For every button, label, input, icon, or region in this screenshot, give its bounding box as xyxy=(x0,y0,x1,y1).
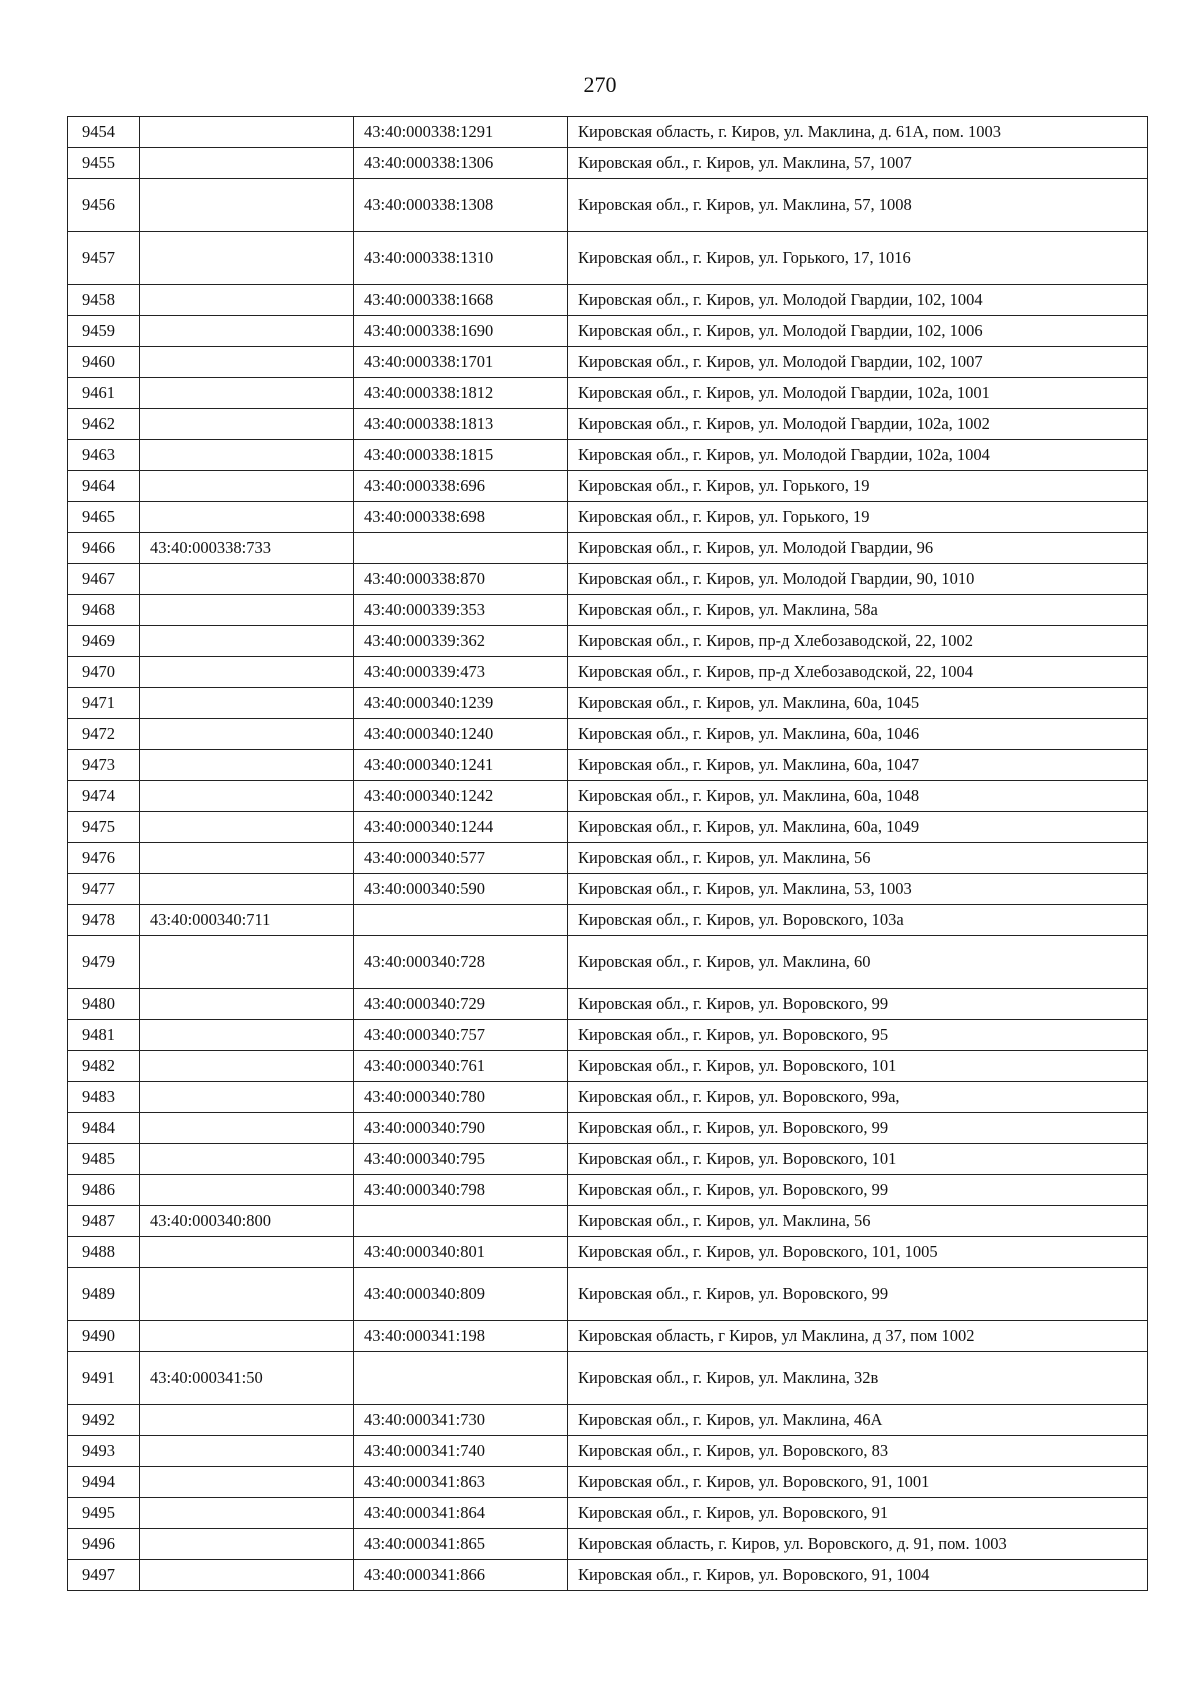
address-cell: Кировская обл., г. Киров, ул. Воровского, 101 xyxy=(568,1144,1148,1175)
table-row xyxy=(68,502,1148,533)
row-number-cell: 9463 xyxy=(68,440,140,471)
object-cadastral-number-cell: 43:40:000340:1240 xyxy=(354,719,568,750)
address-cell: Кировская обл., г. Киров, пр-д Хлебозаводской, 22, 1004 xyxy=(568,657,1148,688)
address-cell: Кировская обл., г. Киров, ул. Воровского, 99 xyxy=(568,1268,1148,1321)
address-cell: Кировская обл., г. Киров, ул. Маклина, 60а, 1046 xyxy=(568,719,1148,750)
table-row xyxy=(68,688,1148,719)
land-cadastral-number-cell xyxy=(140,1144,354,1175)
land-cadastral-number-cell xyxy=(140,378,354,409)
land-cadastral-number-cell xyxy=(140,117,354,148)
land-cadastral-number-cell xyxy=(140,719,354,750)
row-number-cell: 9489 xyxy=(68,1268,140,1321)
object-cadastral-number-cell: 43:40:000340:1239 xyxy=(354,688,568,719)
object-cadastral-number-cell: 43:40:000340:1242 xyxy=(354,781,568,812)
object-cadastral-number-cell: 43:40:000338:1291 xyxy=(354,117,568,148)
address-cell: Кировская обл., г. Киров, ул. Воровского, 101 xyxy=(568,1051,1148,1082)
land-cadastral-number-cell: 43:40:000340:711 xyxy=(140,905,354,936)
table-row xyxy=(68,232,1148,285)
table-row xyxy=(68,316,1148,347)
row-number-cell: 9475 xyxy=(68,812,140,843)
land-cadastral-number-cell xyxy=(140,595,354,626)
row-number-cell: 9456 xyxy=(68,179,140,232)
row-number-cell: 9457 xyxy=(68,232,140,285)
property-table-body xyxy=(68,117,1148,1591)
land-cadastral-number-cell xyxy=(140,347,354,378)
row-number-cell: 9490 xyxy=(68,1321,140,1352)
object-cadastral-number-cell: 43:40:000341:863 xyxy=(354,1467,568,1498)
table-row xyxy=(68,1144,1148,1175)
object-cadastral-number-cell: 43:40:000340:795 xyxy=(354,1144,568,1175)
land-cadastral-number-cell xyxy=(140,232,354,285)
row-number-cell: 9473 xyxy=(68,750,140,781)
row-number-cell: 9479 xyxy=(68,936,140,989)
table-row xyxy=(68,117,1148,148)
row-number-cell: 9469 xyxy=(68,626,140,657)
table-row xyxy=(68,533,1148,564)
row-number-cell: 9495 xyxy=(68,1498,140,1529)
object-cadastral-number-cell xyxy=(354,905,568,936)
row-number-cell: 9477 xyxy=(68,874,140,905)
land-cadastral-number-cell xyxy=(140,1467,354,1498)
address-cell: Кировская обл., г. Киров, ул. Маклина, 60а, 1045 xyxy=(568,688,1148,719)
table-row xyxy=(68,1467,1148,1498)
land-cadastral-number-cell xyxy=(140,285,354,316)
object-cadastral-number-cell: 43:40:000338:1812 xyxy=(354,378,568,409)
table-row xyxy=(68,812,1148,843)
address-cell: Кировская обл., г. Киров, ул. Воровского, 91, 1004 xyxy=(568,1560,1148,1591)
land-cadastral-number-cell xyxy=(140,657,354,688)
row-number-cell: 9497 xyxy=(68,1560,140,1591)
address-cell: Кировская обл., г. Киров, ул. Маклина, 56 xyxy=(568,843,1148,874)
table-row xyxy=(68,1206,1148,1237)
object-cadastral-number-cell: 43:40:000341:198 xyxy=(354,1321,568,1352)
object-cadastral-number-cell: 43:40:000339:473 xyxy=(354,657,568,688)
table-row xyxy=(68,409,1148,440)
address-cell: Кировская обл., г. Киров, ул. Воровского, 99 xyxy=(568,1113,1148,1144)
land-cadastral-number-cell xyxy=(140,316,354,347)
address-cell: Кировская обл., г. Киров, ул. Воровского, 91 xyxy=(568,1498,1148,1529)
land-cadastral-number-cell xyxy=(140,1405,354,1436)
object-cadastral-number-cell: 43:40:000338:870 xyxy=(354,564,568,595)
address-cell: Кировская обл., г. Киров, ул. Маклина, 60а, 1047 xyxy=(568,750,1148,781)
address-cell: Кировская обл., г. Киров, ул. Маклина, 60 xyxy=(568,936,1148,989)
object-cadastral-number-cell: 43:40:000340:1241 xyxy=(354,750,568,781)
land-cadastral-number-cell xyxy=(140,1113,354,1144)
object-cadastral-number-cell: 43:40:000338:1308 xyxy=(354,179,568,232)
object-cadastral-number-cell: 43:40:000338:696 xyxy=(354,471,568,502)
land-cadastral-number-cell xyxy=(140,812,354,843)
row-number-cell: 9464 xyxy=(68,471,140,502)
table-row xyxy=(68,1175,1148,1206)
table-row xyxy=(68,1498,1148,1529)
land-cadastral-number-cell xyxy=(140,148,354,179)
row-number-cell: 9462 xyxy=(68,409,140,440)
address-cell: Кировская обл., г. Киров, пр-д Хлебозаводской, 22, 1002 xyxy=(568,626,1148,657)
object-cadastral-number-cell: 43:40:000338:1813 xyxy=(354,409,568,440)
land-cadastral-number-cell xyxy=(140,989,354,1020)
table-row xyxy=(68,148,1148,179)
table-row xyxy=(68,1352,1148,1405)
address-cell: Кировская обл., г. Киров, ул. Воровского, 83 xyxy=(568,1436,1148,1467)
table-row xyxy=(68,1020,1148,1051)
object-cadastral-number-cell: 43:40:000338:1815 xyxy=(354,440,568,471)
address-cell: Кировская обл., г. Киров, ул. Маклина, 32в xyxy=(568,1352,1148,1405)
table-row xyxy=(68,657,1148,688)
land-cadastral-number-cell xyxy=(140,409,354,440)
land-cadastral-number-cell xyxy=(140,1020,354,1051)
object-cadastral-number-cell: 43:40:000339:362 xyxy=(354,626,568,657)
address-cell: Кировская обл., г. Киров, ул. Маклина, 60а, 1048 xyxy=(568,781,1148,812)
object-cadastral-number-cell: 43:40:000340:729 xyxy=(354,989,568,1020)
object-cadastral-number-cell: 43:40:000340:577 xyxy=(354,843,568,874)
land-cadastral-number-cell xyxy=(140,1436,354,1467)
row-number-cell: 9483 xyxy=(68,1082,140,1113)
land-cadastral-number-cell xyxy=(140,1321,354,1352)
address-cell: Кировская обл., г. Киров, ул. Молодой Гвардии, 102, 1004 xyxy=(568,285,1148,316)
object-cadastral-number-cell: 43:40:000338:1306 xyxy=(354,148,568,179)
address-cell: Кировская обл., г. Киров, ул. Горького, 19 xyxy=(568,471,1148,502)
object-cadastral-number-cell xyxy=(354,533,568,564)
table-row xyxy=(68,1560,1148,1591)
land-cadastral-number-cell xyxy=(140,936,354,989)
address-cell: Кировская обл., г. Киров, ул. Воровского, 91, 1001 xyxy=(568,1467,1148,1498)
table-row xyxy=(68,1268,1148,1321)
table-row xyxy=(68,1405,1148,1436)
land-cadastral-number-cell xyxy=(140,179,354,232)
table-row xyxy=(68,1113,1148,1144)
object-cadastral-number-cell: 43:40:000338:1668 xyxy=(354,285,568,316)
land-cadastral-number-cell xyxy=(140,1560,354,1591)
page-number: 270 xyxy=(583,72,617,97)
object-cadastral-number-cell: 43:40:000341:730 xyxy=(354,1405,568,1436)
object-cadastral-number-cell: 43:40:000338:698 xyxy=(354,502,568,533)
row-number-cell: 9461 xyxy=(68,378,140,409)
row-number-cell: 9455 xyxy=(68,148,140,179)
table-row xyxy=(68,1529,1148,1560)
address-cell: Кировская обл., г. Киров, ул. Маклина, 56 xyxy=(568,1206,1148,1237)
table-row xyxy=(68,471,1148,502)
table-row xyxy=(68,440,1148,471)
address-cell: Кировская область, г Киров, ул Маклина, д 37, пом 1002 xyxy=(568,1321,1148,1352)
object-cadastral-number-cell: 43:40:000338:1690 xyxy=(354,316,568,347)
table-row xyxy=(68,843,1148,874)
land-cadastral-number-cell xyxy=(140,874,354,905)
row-number-cell: 9496 xyxy=(68,1529,140,1560)
land-cadastral-number-cell xyxy=(140,502,354,533)
table-row xyxy=(68,1321,1148,1352)
object-cadastral-number-cell: 43:40:000341:740 xyxy=(354,1436,568,1467)
row-number-cell: 9467 xyxy=(68,564,140,595)
row-number-cell: 9468 xyxy=(68,595,140,626)
address-cell: Кировская обл., г. Киров, ул. Маклина, 53, 1003 xyxy=(568,874,1148,905)
address-cell: Кировская обл., г. Киров, ул. Маклина, 57, 1008 xyxy=(568,179,1148,232)
land-cadastral-number-cell xyxy=(140,564,354,595)
table-row xyxy=(68,378,1148,409)
object-cadastral-number-cell xyxy=(354,1206,568,1237)
object-cadastral-number-cell: 43:40:000340:590 xyxy=(354,874,568,905)
row-number-cell: 9485 xyxy=(68,1144,140,1175)
row-number-cell: 9459 xyxy=(68,316,140,347)
row-number-cell: 9472 xyxy=(68,719,140,750)
table-row xyxy=(68,595,1148,626)
row-number-cell: 9454 xyxy=(68,117,140,148)
table-row xyxy=(68,347,1148,378)
row-number-cell: 9471 xyxy=(68,688,140,719)
address-cell: Кировская обл., г. Киров, ул. Воровского, 99 xyxy=(568,1175,1148,1206)
row-number-cell: 9491 xyxy=(68,1352,140,1405)
object-cadastral-number-cell: 43:40:000340:728 xyxy=(354,936,568,989)
table-row xyxy=(68,1051,1148,1082)
row-number-cell: 9482 xyxy=(68,1051,140,1082)
address-cell: Кировская обл., г. Киров, ул. Воровского, 99а, xyxy=(568,1082,1148,1113)
table-row xyxy=(68,179,1148,232)
address-cell: Кировская обл., г. Киров, ул. Маклина, 58а xyxy=(568,595,1148,626)
land-cadastral-number-cell xyxy=(140,626,354,657)
table-row xyxy=(68,1436,1148,1467)
land-cadastral-number-cell: 43:40:000338:733 xyxy=(140,533,354,564)
land-cadastral-number-cell: 43:40:000340:800 xyxy=(140,1206,354,1237)
object-cadastral-number-cell: 43:40:000341:866 xyxy=(354,1560,568,1591)
row-number-cell: 9474 xyxy=(68,781,140,812)
land-cadastral-number-cell xyxy=(140,843,354,874)
row-number-cell: 9460 xyxy=(68,347,140,378)
row-number-cell: 9488 xyxy=(68,1237,140,1268)
row-number-cell: 9484 xyxy=(68,1113,140,1144)
land-cadastral-number-cell xyxy=(140,440,354,471)
address-cell: Кировская обл., г. Киров, ул. Воровского, 103а xyxy=(568,905,1148,936)
table-row xyxy=(68,719,1148,750)
land-cadastral-number-cell: 43:40:000341:50 xyxy=(140,1352,354,1405)
land-cadastral-number-cell xyxy=(140,1529,354,1560)
land-cadastral-number-cell xyxy=(140,471,354,502)
address-cell: Кировская обл., г. Киров, ул. Маклина, 46А xyxy=(568,1405,1148,1436)
object-cadastral-number-cell: 43:40:000340:809 xyxy=(354,1268,568,1321)
address-cell: Кировская обл., г. Киров, ул. Молодой Гвардии, 96 xyxy=(568,533,1148,564)
object-cadastral-number-cell xyxy=(354,1352,568,1405)
address-cell: Кировская обл., г. Киров, ул. Воровского, 99 xyxy=(568,989,1148,1020)
table-row xyxy=(68,285,1148,316)
table-row xyxy=(68,874,1148,905)
table-row xyxy=(68,905,1148,936)
address-cell: Кировская обл., г. Киров, ул. Маклина, 57, 1007 xyxy=(568,148,1148,179)
land-cadastral-number-cell xyxy=(140,1082,354,1113)
row-number-cell: 9480 xyxy=(68,989,140,1020)
land-cadastral-number-cell xyxy=(140,1237,354,1268)
address-cell: Кировская обл., г. Киров, ул. Маклина, 60а, 1049 xyxy=(568,812,1148,843)
address-cell: Кировская обл., г. Киров, ул. Молодой Гвардии, 102, 1007 xyxy=(568,347,1148,378)
land-cadastral-number-cell xyxy=(140,688,354,719)
row-number-cell: 9492 xyxy=(68,1405,140,1436)
table-row xyxy=(68,1082,1148,1113)
address-cell: Кировская обл., г. Киров, ул. Горького, 19 xyxy=(568,502,1148,533)
object-cadastral-number-cell: 43:40:000338:1310 xyxy=(354,232,568,285)
address-cell: Кировская обл., г. Киров, ул. Молодой Гвардии, 90, 1010 xyxy=(568,564,1148,595)
address-cell: Кировская обл., г. Киров, ул. Горького, 17, 1016 xyxy=(568,232,1148,285)
object-cadastral-number-cell: 43:40:000340:798 xyxy=(354,1175,568,1206)
land-cadastral-number-cell xyxy=(140,1268,354,1321)
row-number-cell: 9486 xyxy=(68,1175,140,1206)
object-cadastral-number-cell: 43:40:000340:1244 xyxy=(354,812,568,843)
row-number-cell: 9470 xyxy=(68,657,140,688)
row-number-cell: 9478 xyxy=(68,905,140,936)
object-cadastral-number-cell: 43:40:000340:790 xyxy=(354,1113,568,1144)
table-row xyxy=(68,626,1148,657)
object-cadastral-number-cell: 43:40:000340:757 xyxy=(354,1020,568,1051)
row-number-cell: 9493 xyxy=(68,1436,140,1467)
table-row xyxy=(68,989,1148,1020)
address-cell: Кировская обл., г. Киров, ул. Молодой Гвардии, 102а, 1004 xyxy=(568,440,1148,471)
land-cadastral-number-cell xyxy=(140,781,354,812)
row-number-cell: 9476 xyxy=(68,843,140,874)
object-cadastral-number-cell: 43:40:000340:761 xyxy=(354,1051,568,1082)
address-cell: Кировская область, г. Киров, ул. Маклина, д. 61А, пом. 1003 xyxy=(568,117,1148,148)
row-number-cell: 9481 xyxy=(68,1020,140,1051)
row-number-cell: 9465 xyxy=(68,502,140,533)
object-cadastral-number-cell: 43:40:000341:864 xyxy=(354,1498,568,1529)
table-row xyxy=(68,564,1148,595)
row-number-cell: 9466 xyxy=(68,533,140,564)
object-cadastral-number-cell: 43:40:000339:353 xyxy=(354,595,568,626)
land-cadastral-number-cell xyxy=(140,1051,354,1082)
address-cell: Кировская обл., г. Киров, ул. Воровского, 95 xyxy=(568,1020,1148,1051)
object-cadastral-number-cell: 43:40:000340:780 xyxy=(354,1082,568,1113)
land-cadastral-number-cell xyxy=(140,1498,354,1529)
address-cell: Кировская обл., г. Киров, ул. Воровского, 101, 1005 xyxy=(568,1237,1148,1268)
address-cell: Кировская обл., г. Киров, ул. Молодой Гвардии, 102, 1006 xyxy=(568,316,1148,347)
object-cadastral-number-cell: 43:40:000338:1701 xyxy=(354,347,568,378)
table-row xyxy=(68,750,1148,781)
address-cell: Кировская область, г. Киров, ул. Воровского, д. 91, пом. 1003 xyxy=(568,1529,1148,1560)
table-row xyxy=(68,936,1148,989)
table-row xyxy=(68,1237,1148,1268)
row-number-cell: 9487 xyxy=(68,1206,140,1237)
object-cadastral-number-cell: 43:40:000340:801 xyxy=(354,1237,568,1268)
address-cell: Кировская обл., г. Киров, ул. Молодой Гвардии, 102а, 1002 xyxy=(568,409,1148,440)
row-number-cell: 9494 xyxy=(68,1467,140,1498)
row-number-cell: 9458 xyxy=(68,285,140,316)
land-cadastral-number-cell xyxy=(140,1175,354,1206)
property-table xyxy=(67,116,1148,1591)
address-cell: Кировская обл., г. Киров, ул. Молодой Гвардии, 102а, 1001 xyxy=(568,378,1148,409)
object-cadastral-number-cell: 43:40:000341:865 xyxy=(354,1529,568,1560)
land-cadastral-number-cell xyxy=(140,750,354,781)
table-row xyxy=(68,781,1148,812)
